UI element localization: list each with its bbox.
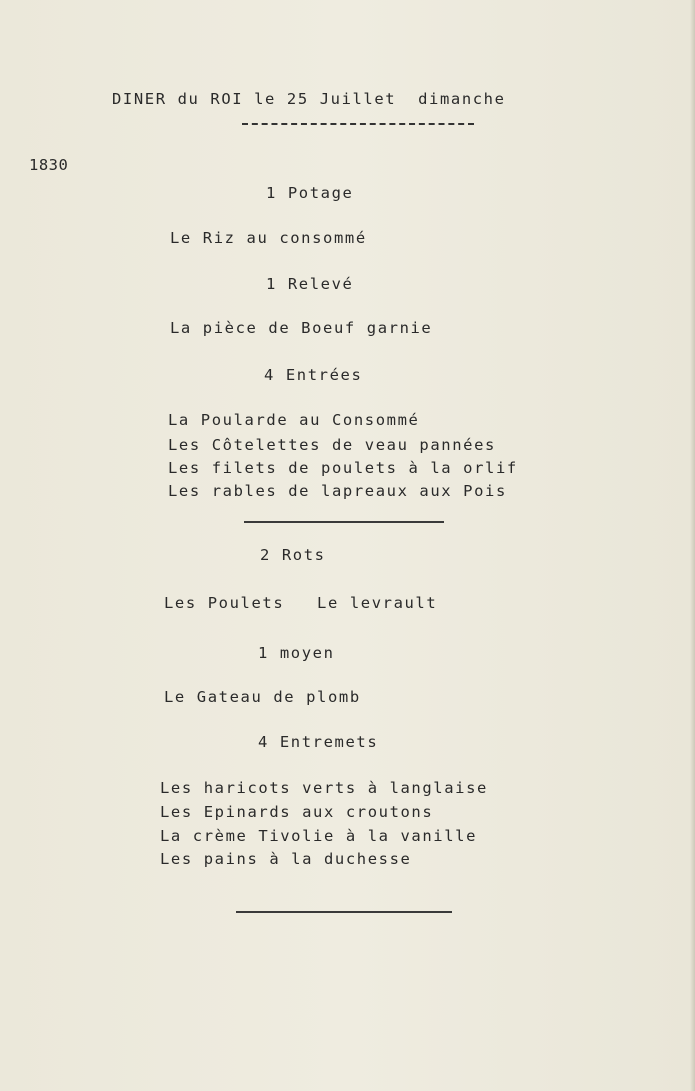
menu-item: Les filets de poulets à la orlif [168, 459, 518, 477]
section-heading: 2 Rots [260, 546, 326, 564]
menu-item: Le Riz au consommé [170, 229, 367, 247]
paper-edge-shadow [690, 0, 695, 1091]
menu-item: Les Côtelettes de veau pannées [168, 436, 496, 454]
menu-item: Le Gateau de plomb [164, 688, 361, 706]
menu-item: La crème Tivolie à la vanille [160, 827, 478, 845]
menu-item: La pièce de Boeuf garnie [170, 319, 433, 337]
section-heading: 1 moyen [258, 644, 335, 662]
menu-item: Les Poulets Le levrault [164, 594, 438, 612]
section-heading: 4 Entremets [258, 733, 379, 751]
year-note: 1830 [29, 156, 69, 174]
section-heading: 1 Relevé [266, 275, 354, 293]
bottom-divider [236, 911, 452, 913]
menu-item: Les Epinards aux croutons [160, 803, 434, 821]
section-heading: 4 Entrées [264, 366, 363, 384]
menu-item: Les rables de lapreaux aux Pois [168, 482, 507, 500]
title-underline [242, 123, 474, 125]
section-divider [244, 521, 444, 523]
menu-item: Les haricots verts à langlaise [160, 779, 488, 797]
menu-title: DINER du ROI le 25 Juillet dimanche [112, 90, 506, 108]
menu-item: La Poularde au Consommé [168, 411, 420, 429]
menu-item: Les pains à la duchesse [160, 850, 412, 868]
section-heading: 1 Potage [266, 184, 354, 202]
